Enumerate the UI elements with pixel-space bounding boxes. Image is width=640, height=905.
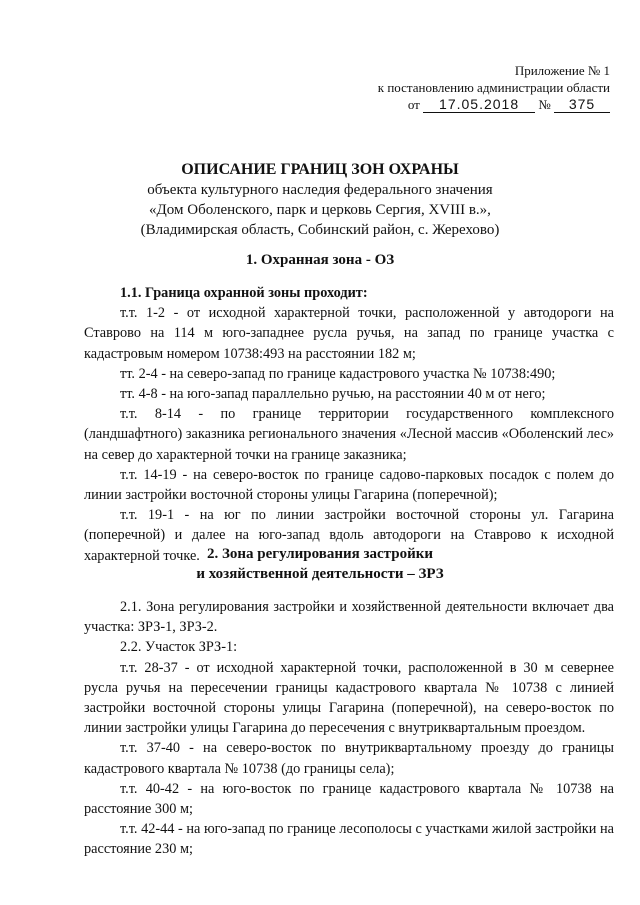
order-number-prefix: № <box>538 97 551 112</box>
section-1-subtitle: 1.1. Граница охранной зоны проходит: <box>120 285 368 301</box>
section-2-title <box>0 544 640 584</box>
heading-line-3: (Владимирская область, Собинский район, с. Жерехово) <box>140 222 500 238</box>
section-1-body <box>84 283 614 566</box>
order-date: 17.05.2018 <box>423 97 535 113</box>
paragraph: тт. 4-8 - на юго-запад параллельно ручью, на расстоянии 40 м от него; <box>120 386 546 403</box>
document-heading <box>0 160 640 240</box>
order-line <box>378 96 610 113</box>
section-2-title-line-1: 2. Зона регулирования застройки <box>206 546 434 562</box>
heading-line-1: объекта культурного наследия федерального значения <box>147 182 493 198</box>
section-2-body <box>84 597 614 860</box>
paragraph: т.т. 8-14 - по границе территории государственного комплексного (ландшафтного) заказника регионального значения «Лесной массив «Оболенский лес» на север до характерной точки на границе заказника; <box>84 406 614 463</box>
section-2-title-line-2: и хозяйственной деятельности – ЗРЗ <box>196 566 444 582</box>
appendix-reference: к постановлению администрации области <box>377 80 610 95</box>
paragraph: тт. 2-4 - на северо-запад по границе кадастрового участка № 10738:490; <box>120 365 556 382</box>
paragraph: т.т. 1-2 - от исходной характерной точки, расположенной у автодороги на Ставрово на 114 м юго-западнее русла ручья, на запад по границе участка с кадастровым номером 10738:493 на расстоянии 182 м; <box>84 305 614 362</box>
paragraph: т.т. 37-40 - на северо-восток по внутриквартальному проезду до границы кадастрового квартала № 10738 (до границы села); <box>84 740 614 777</box>
section-1-title <box>0 250 640 270</box>
paragraph: т.т. 28-37 - от исходной характерной точки, расположенной в 30 м севернее русла ручья на пересечении границы кадастрового квартала № 10738 с линией застройки восточной стороны улицы Гагарина (поперечной), на северо-восток по линии застройки улицы Гагарина до пересечения с внутриквартальным проездом. <box>84 659 614 737</box>
appendix-block <box>378 62 610 113</box>
paragraph: т.т. 14-19 - на северо-восток по границе садово-парковых посадок с полем до линии застройки восточной стороны улицы Гагарина (поперечной); <box>84 466 614 504</box>
order-from-prefix: от <box>407 97 420 112</box>
paragraph: 2.2. Участок ЗРЗ-1: <box>120 639 238 656</box>
paragraph: 2.1. Зона регулирования застройки и хозяйственной деятельности включает два участка: ЗРЗ-1, ЗРЗ-2. <box>84 599 614 636</box>
section-1-title-text: 1. Охранная зона - ОЗ <box>245 252 395 268</box>
appendix-title: Приложение № 1 <box>514 63 610 78</box>
paragraph: т.т. 42-44 - на юго-запад по границе лесополосы с участками жилой застройки на расстояние 230 м; <box>84 821 614 858</box>
document-title: ОПИСАНИЕ ГРАНИЦ ЗОН ОХРАНЫ <box>181 161 459 178</box>
heading-line-2: «Дом Оболенского, парк и церковь Сергия, XVIII в.», <box>149 202 491 218</box>
paragraph: т.т. 19-1 - на юг по линии застройки восточной стороны ул. Гагарина (поперечной) и далее на юго-запад вдоль автодороги на Ставрово к исходной характерной точке. <box>84 507 614 564</box>
order-number: 375 <box>554 97 610 113</box>
paragraph: т.т. 40-42 - на юго-восток по границе кадастрового квартала № 10738 на расстояние 300 м; <box>84 780 614 818</box>
